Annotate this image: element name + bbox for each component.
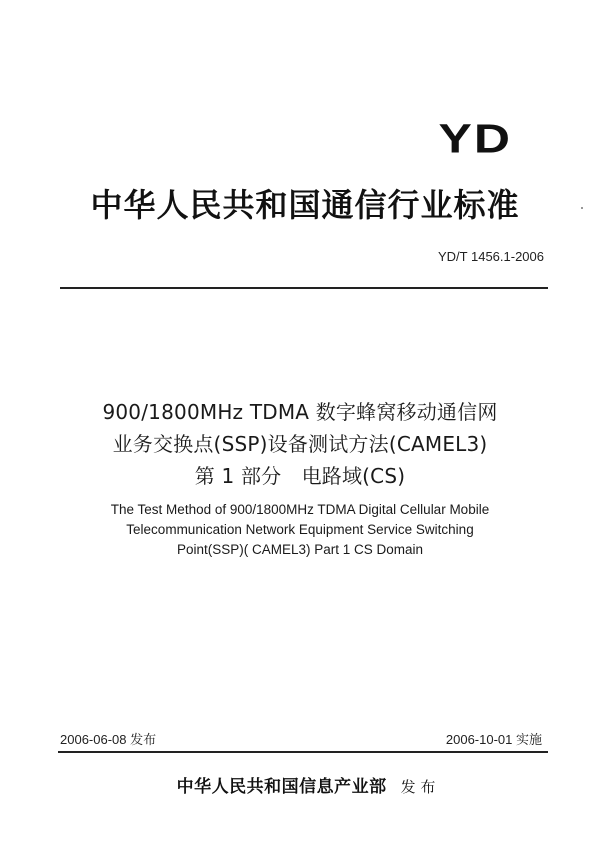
standard-title: 中华人民共和国通信行业标准 bbox=[90, 186, 520, 224]
title-cn-line-1: 900/1800MHz TDMA 数字蜂窝移动通信网 bbox=[102, 400, 498, 424]
implementation-date: 2006-10-01 实施 bbox=[445, 732, 542, 747]
header-divider bbox=[60, 287, 548, 289]
document-title-block bbox=[0, 396, 600, 560]
title-en-line-3: Point(SSP)( CAMEL3) Part 1 CS Domain bbox=[176, 542, 424, 557]
publisher-name: 中华人民共和国信息产业部 bbox=[176, 777, 387, 797]
issue-date: 2006-06-08 发布 bbox=[60, 732, 157, 747]
yd-logo: YD bbox=[438, 115, 512, 162]
title-en-line-2: Telecommunication Network Equipment Service Switching bbox=[126, 522, 474, 537]
title-en-line-1: The Test Method of 900/1800MHz TDMA Digital Cellular Mobile bbox=[110, 502, 490, 517]
publisher-action: 发 布 bbox=[400, 778, 436, 796]
footer-divider bbox=[58, 751, 548, 753]
publisher-line bbox=[0, 772, 600, 797]
title-cn-line-3: 第 1 部分 电路域(CS) bbox=[194, 464, 406, 488]
title-cn-line-2: 业务交换点(SSP)设备测试方法(CAMEL3) bbox=[112, 432, 488, 456]
title-en bbox=[0, 500, 600, 560]
scan-speck bbox=[581, 207, 583, 209]
standard-number: YD/T 1456.1-2006 bbox=[438, 249, 544, 264]
